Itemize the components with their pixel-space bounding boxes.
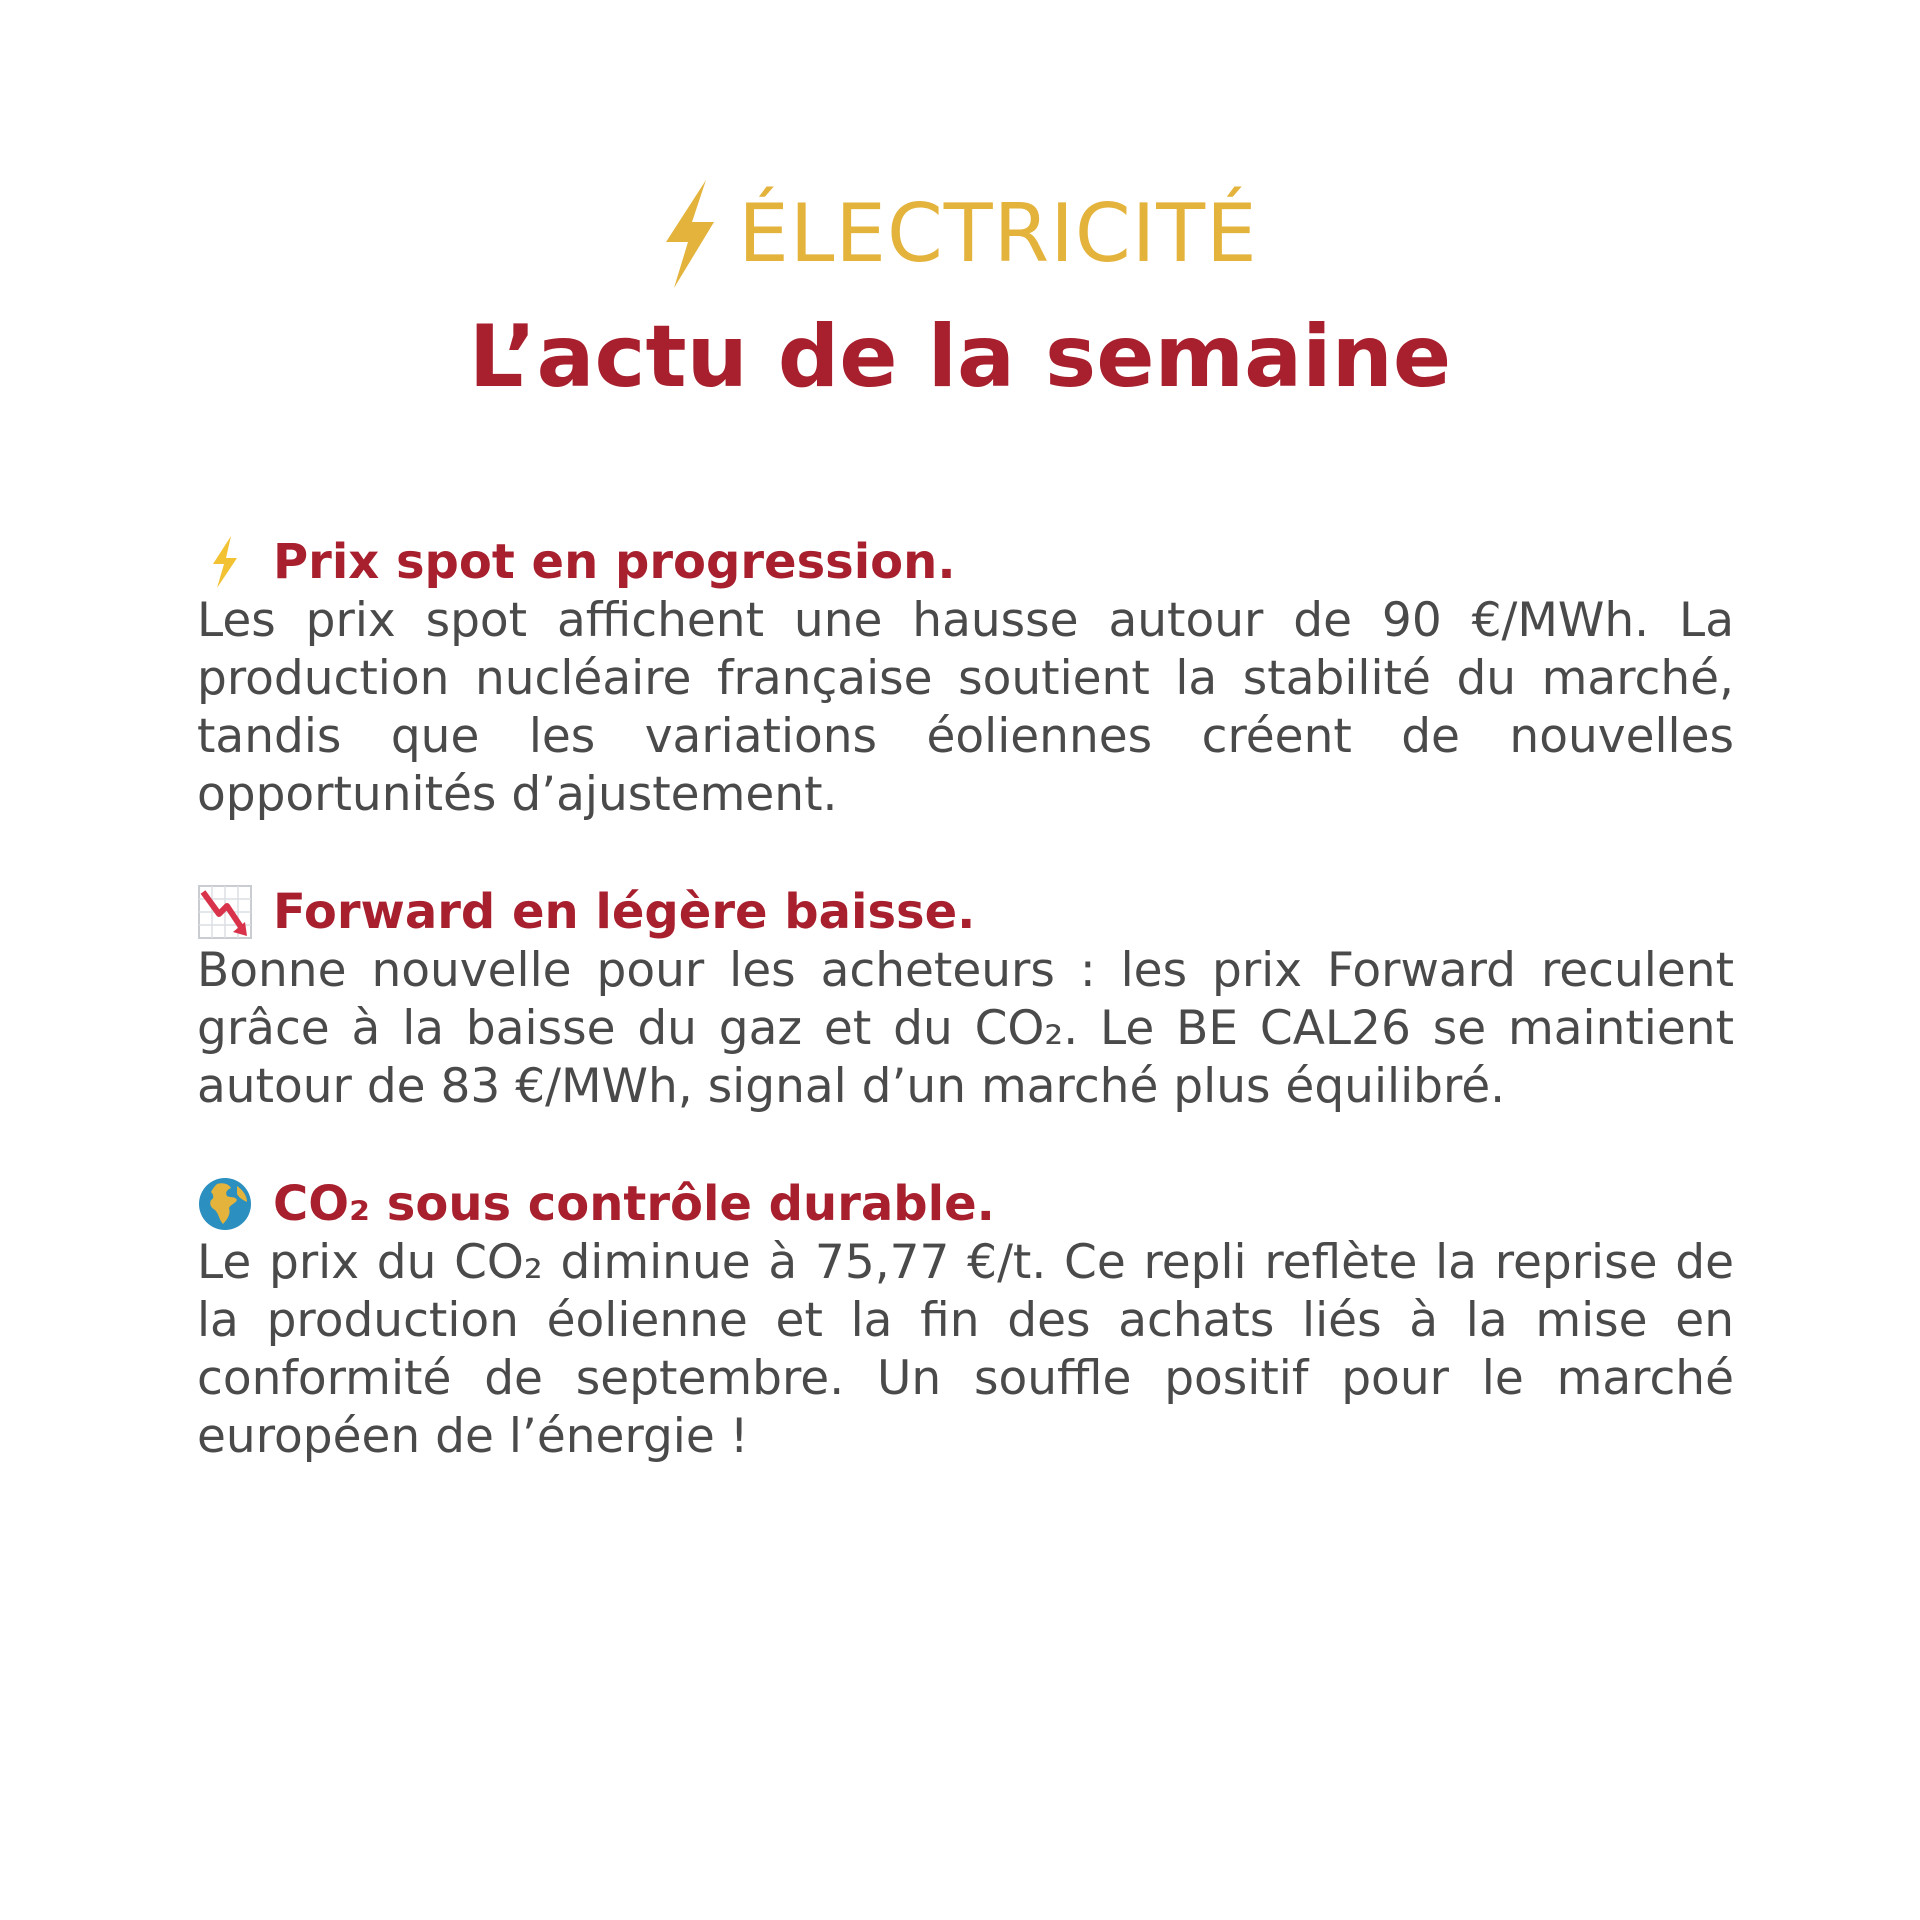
category-label: ÉLECTRICITÉ [738,187,1258,280]
news-title: Forward en légère baisse. [273,884,976,940]
lightning-bolt-icon [662,180,718,288]
news-body: Les prix spot affichent une hausse autour de 90 €/MWh. La production nucléaire française soutient la stabilité du marché, tandis que les variations éoliennes créent de nouvelles opportunités d’ajustement. [197,593,1734,822]
globe-europe-africa-icon [197,1176,253,1232]
news-body: Bonne nouvelle pour les acheteurs : les prix Forward reculent grâce à la baisse du gaz et du CO₂. Le BE CAL26 se maintient autour de 83 €/MWh, signal d’un marché plus équilibré. [197,943,1734,1114]
news-title: Prix spot en progression. [273,534,956,590]
news-body: Le prix du CO₂ diminue à 75,77 €/t. Ce repli reflète la reprise de la production éolienne et la fin des achats liés à la mise en conformité de septembre. Un souffle positif pour le marché européen de l’énergie ! [197,1235,1734,1464]
news-item-forward [197,882,1734,1116]
news-list [197,532,1734,1524]
news-heading [197,1174,1734,1234]
lightning-bolt-icon [197,534,253,590]
chart-decreasing-icon [197,884,253,940]
news-heading [197,532,1734,592]
page-title: L’actu de la semaine [468,307,1452,407]
news-item-co2 [197,1174,1734,1466]
news-item-spot [197,532,1734,824]
news-heading [197,882,1734,942]
header [0,178,1920,405]
news-title: CO₂ sous contrôle durable. [273,1176,995,1232]
category-row [0,178,1920,290]
